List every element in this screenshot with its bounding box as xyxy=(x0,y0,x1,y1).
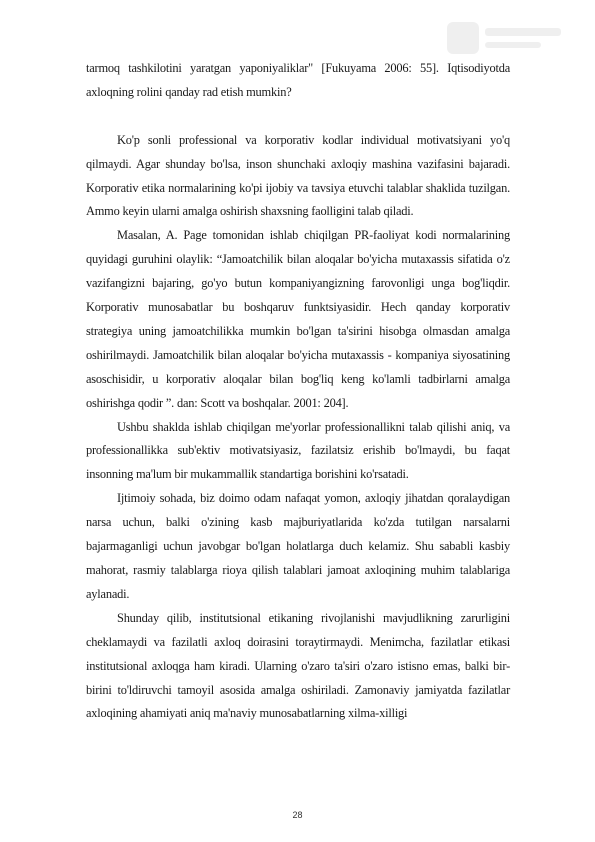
paragraph-4: Ushbu shaklda ishlab chiqilgan me'yorlar professionallikni talab qilishi aniq, va professionallikka sub'ektiv motivatsiyasiz, fazilatsiz erishib bo'lmaydi, bu faqat insonning ma'lum bir mukammallik standartiga borishini ko'rsatadi. xyxy=(86,419,510,482)
watermark-logo xyxy=(445,18,565,58)
paragraph-5: Ijtimoiy sohada, biz doimo odam nafaqat yomon, axloqiy jihatdan qoralaydigan narsa uchun, balki o'zining kasb majburiyatlarida ko'zda tutilgan narsalarni bajarmaganligi uchun javobgar bo'lgan holatlarga duch kelamiz. Shu sababli kasbiy mahorat, rasmiy talablarga rioya qilish talablari jamoat axloqining muhim talablariga aylanadi. xyxy=(86,491,510,601)
page-number: 28 xyxy=(292,810,303,820)
paragraph-1: tarmoq tashkilotini yaratgan yaponiyaliklar" [Fukuyama 2006: 55]. Iqtisodiyotda axloqning rolini qanday rad etish mumkin? xyxy=(86,61,510,99)
paragraph-2: Ko'p sonli professional va korporativ kodlar individual motivatsiyani yo'q qilmaydi. Agar shunday bo'lsa, inson shunchaki axloqiy mashina vazifasini bajaradi. Korporativ etika normalarining ko'pi ijobiy va tavsiya etuvchi talablar shaklida tuzilgan. Ammo keyin ularni amalga oshirish shaxsning faolligini talab qiladi. xyxy=(86,132,510,219)
paragraph-3: Masalan, A. Page tomonidan ishlab chiqilgan PR-faoliyat kodi normalarining quyidagi guruhini olaylik: “Jamoatchilik bilan aloqalar bo'yicha mutaxassis sifatida o'z vazifangizni bajaring, go'yo butun kompaniyangizning farovonligi unga bog'liqdir. Korporativ munosabatlar bu boshqaruv funktsiyasidir. Hech qanday korporativ strategiya uning jamoatchilikka mumkin bo'lgan ta'sirini hisobga olmasdan amalga oshirilmaydi. Jamoatchilik bilan aloqalar bo'yicha mutaxassis - kompaniya siyosatining asoschisidir, u korporativ aloqalar bilan bog'liq keng ko'lamli tadbirlarni amalga oshirishga qodir ”. dan: Scott va boshqalar. 2001: 204]. xyxy=(86,228,510,410)
paragraph-6: Shunday qilib, institutsional etikaning rivojlanishi mavjudlikning zarurligini cheklamaydi va fazilatli axloq doirasini toraytirmaydi. Menimcha, fazilatlar etikasi institutsional axloqga ham kiradi. Ularning o'zaro ta'siri o'zaro istisno emas, balki bir-birini to'ldiruvchi tamoyil asosida amalga oshiriladi. Zamonaviy jamiyatda fazilatlar axloqining ahamiyati aniq ma'naviy munosabatlarning xilma-xilligi xyxy=(86,610,510,721)
document-body xyxy=(86,57,510,726)
paragraph-spacer xyxy=(86,105,510,129)
